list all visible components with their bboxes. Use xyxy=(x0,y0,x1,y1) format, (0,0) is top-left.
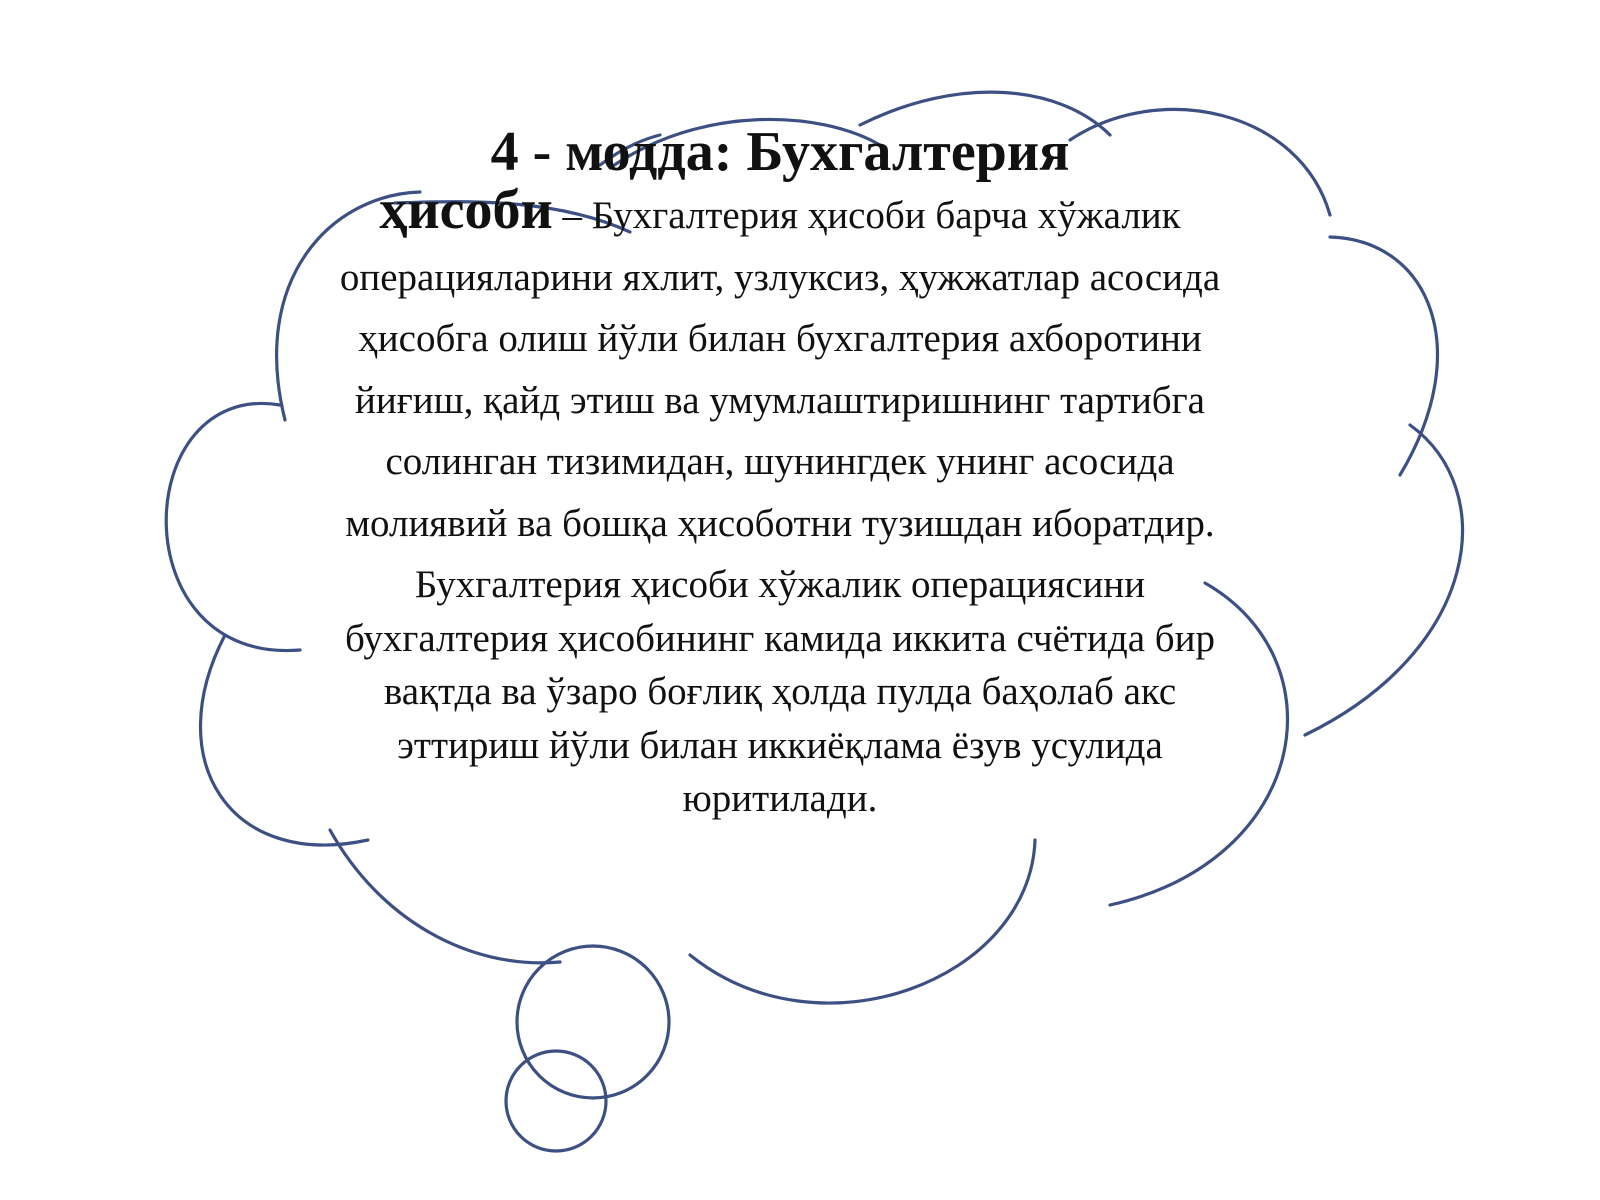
term-dash: – xyxy=(552,194,592,237)
thought-bubble-large xyxy=(517,946,669,1098)
paragraph-1-text: Бухгалтерия ҳисоби барча хўжалик операцияларини яхлит, узлуксиз, ҳужжатлар асосида ҳисобга олиш йўли билан бухгалтерия ахборотини йиғиш, қайд этиш ва умумлаштиришнинг тартибга солинган тизимидан, шунингдек унинг асосида молиявий ва бошқа ҳисоботни тузишдан иборатдир. xyxy=(339,194,1221,545)
article-term: ҳисоби xyxy=(379,179,553,241)
article-first-paragraph xyxy=(335,179,1225,558)
thought-bubble-small xyxy=(506,1051,606,1151)
article-text-block xyxy=(335,120,1225,826)
article-heading: 4 - модда: Бухгалтерия xyxy=(490,121,1070,183)
article-second-paragraph: Бухгалтерия ҳисоби хўжалик операциясини бухгалтерия ҳисобининг камида иккита счётида бир вақтда ва ўзаро боғлиқ ҳолда пулда баҳолаб акс эттириш йўли билан иккиёқлама ёзув усулида юритилади. xyxy=(345,563,1215,820)
